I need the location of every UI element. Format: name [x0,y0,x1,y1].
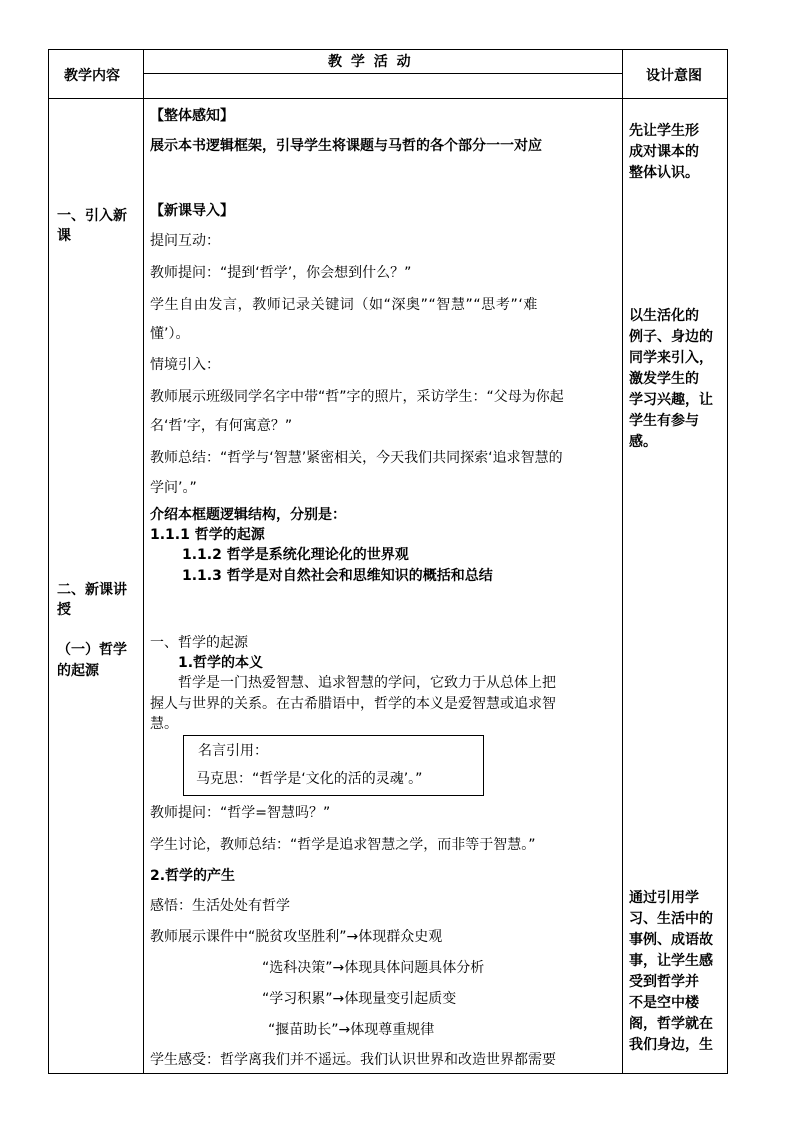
meaning-paragraph-line-3: 慧。 [150,716,178,732]
intent-2-line: 激发学生的 [629,371,699,387]
header-teaching-activity: 教 学 活 动 [328,54,413,70]
quote-label: 名言引用： [198,743,268,759]
intent-2-line: 学习兴趣，让 [629,392,713,408]
origin-section-title: 一、哲学的起源 [150,635,248,651]
section-intro-label: 一、引入新 [57,208,127,224]
header-inner-line [143,73,622,74]
table-bottom-border [48,1073,728,1074]
teacher-shows-photos: 教师展示班级同学名字中带“哲”字的照片，采访学生：“父母为你起 [150,389,564,405]
overall-perception-text: 展示本书逻辑框架，引导学生将课题与马哲的各个部分一一对应 [150,138,542,154]
table-top-border [48,49,728,50]
section-new-lesson-label-cont: 授 [57,602,71,618]
intent-block-3 [629,888,725,1056]
production-subtitle: 2.哲学的产生 [150,868,236,884]
heading-overall-perception: 【整体感知】 [150,108,234,124]
subsection-origin-label-cont: 的起源 [57,663,99,679]
section-intro-label-cont: 课 [57,228,71,244]
header-bottom-border [48,98,728,99]
intent-1-line: 整体认识。 [629,165,699,181]
header-teaching-content: 教学内容 [64,68,120,84]
section-new-lesson-label: 二、新课讲 [57,582,127,598]
intent-3-line: 受到哲学并 [629,974,699,990]
outline-1-1-3: 1.1.3 哲学是对自然社会和思维知识的概括和总结 [182,568,493,584]
intent-2-line: 同学来引入， [629,350,713,366]
intent-3-line: 阁，哲学就在 [629,1016,713,1032]
intent-2-line: 学生有参与 [629,413,699,429]
intent-3-line: 事，让学生感 [629,953,713,969]
intent-block-1 [629,121,725,184]
table-left-border [48,49,49,1074]
meaning-paragraph-line-2: 握人与世界的关系。在古希腊语中，哲学的本义是爱智慧或追求智 [150,696,556,712]
quote-text: 马克思：“哲学是‘文化的活的灵魂’。” [196,771,423,787]
table-right-border [727,49,728,1074]
students-free-speech-cont: 懂’）。 [150,326,190,342]
subsection-origin-label: （一）哲学 [57,642,127,658]
example-idiom: “揠苗助长”→体现尊重规律 [268,1022,435,1038]
example-poverty: 教师展示课件中“脱贫攻坚胜利”→体现群众史观 [150,929,443,945]
teacher-summary: 教师总结：“哲学与‘智慧’紧密相关，今天我们共同探索‘追求智慧的 [150,450,563,466]
intent-block-2 [629,306,725,453]
scenario-intro-label: 情境引入： [150,357,220,373]
feeling-line: 感悟：生活处处有哲学 [150,898,290,914]
teacher-summary-cont: 学问’。” [150,480,197,496]
intent-3-line: 习、生活中的 [629,911,713,927]
logic-structure-intro: 介绍本框题逻辑结构，分别是： [150,507,346,523]
intent-3-line: 通过引用学 [629,890,699,906]
intent-3-line: 事例、成语故 [629,932,713,948]
intent-3-line: 不是空中楼 [629,995,699,1011]
intent-2-line: 感。 [629,434,657,450]
meaning-subtitle: 1.哲学的本义 [178,655,264,671]
example-subject-choice: “选科决策”→体现具体问题具体分析 [262,960,485,976]
intent-3-line: 我们身边，生 [629,1037,713,1053]
column-divider-2 [622,49,623,1074]
meaning-paragraph-line-1: 哲学是一门热爱智慧、追求智慧的学问，它致力于从总体上把 [178,675,556,691]
outline-1-1-2: 1.1.2 哲学是系统化理论化的世界观 [182,547,409,563]
example-study: “学习积累”→体现量变引起质变 [262,991,457,1007]
outline-1-1-1: 1.1.1 哲学的起源 [150,527,265,543]
intent-1-line: 成对课本的 [629,144,699,160]
students-feeling: 学生感受：哲学离我们并不遥远。我们认识世界和改造世界都需要 [150,1052,556,1068]
header-design-intent: 设计意图 [646,68,702,84]
teacher-question-1: 教师提问：“提到‘哲学’，你会想到什么？” [150,265,412,281]
intent-1-line: 先让学生形 [629,123,699,139]
intent-2-line: 以生活化的 [629,308,699,324]
students-free-speech: 学生自由发言，教师记录关键词（如“深奥”“智慧”“思考”‘难 [150,297,538,313]
intent-2-line: 例子、身边的 [629,329,713,345]
column-divider-1 [143,49,144,1074]
teacher-question-2: 教师提问：“哲学=智慧吗？” [150,805,331,821]
question-interaction-label: 提问互动： [150,233,220,249]
students-discussion: 学生讨论，教师总结：“哲学是追求智慧之学，而非等于智慧。” [150,837,536,853]
teacher-shows-photos-cont: 名‘哲’字，有何寓意？” [150,418,293,434]
heading-new-lesson-intro: 【新课导入】 [150,203,234,219]
